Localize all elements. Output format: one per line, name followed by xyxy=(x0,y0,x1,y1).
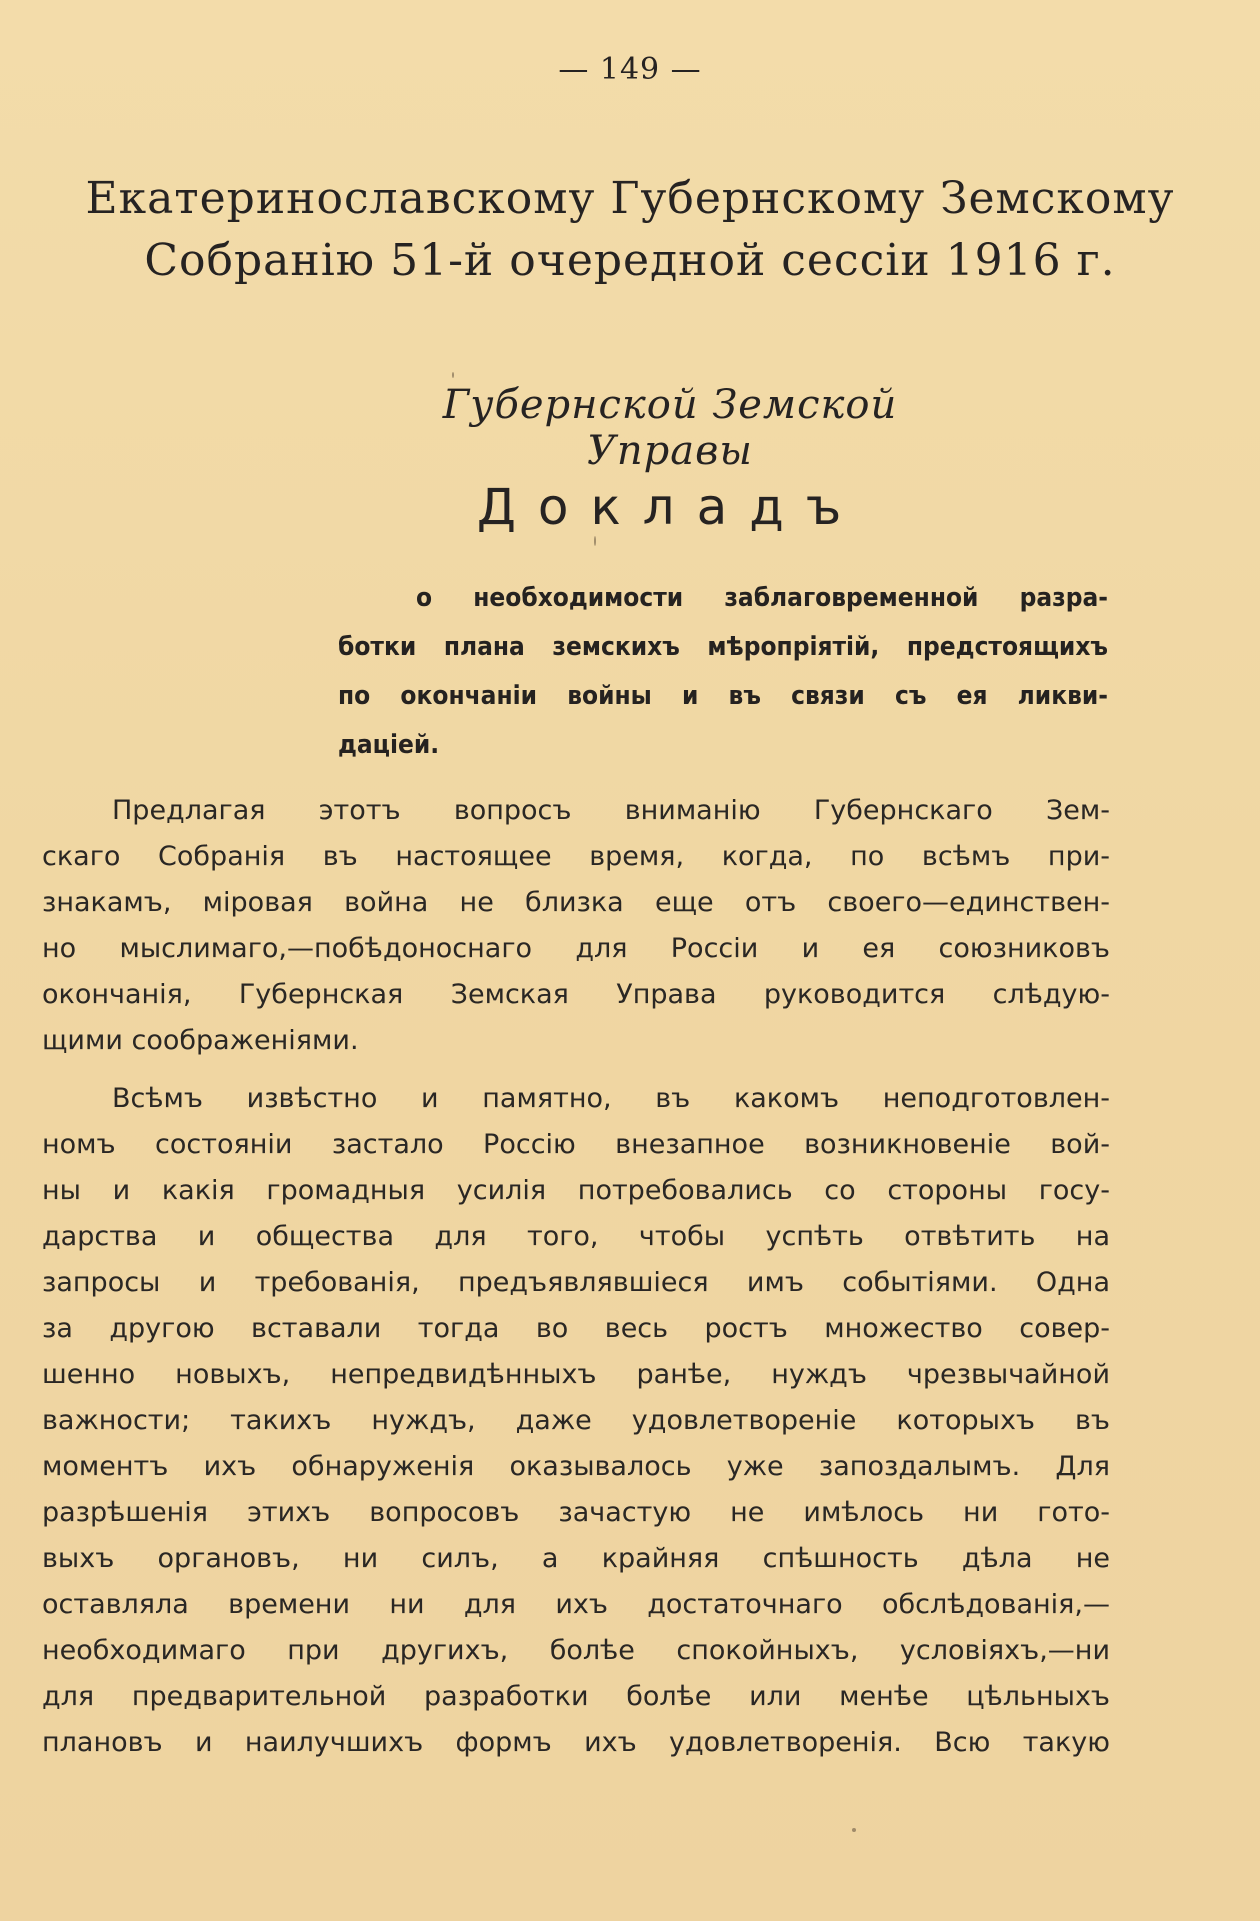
paper-speck xyxy=(594,536,596,546)
abstract-line: о необходимости заблаговременной разра- xyxy=(416,583,1108,613)
body-text xyxy=(42,788,1110,1778)
abstract-line: ботки плана земскихъ мѣропріятій, предстоящихъ xyxy=(338,632,1108,662)
text-line: плановъ и наилучшихъ формъ ихъ удовлетворенія. Всю такую xyxy=(42,1727,1110,1758)
paragraph-1 xyxy=(42,788,1110,1064)
text-line: скаго Собранія въ настоящее время, когда, по всѣмъ при- xyxy=(42,841,1110,872)
text-line: но мыслимаго,—побѣдоноснаго для Россіи и ея союзниковъ xyxy=(42,933,1110,964)
report-abstract xyxy=(338,574,1108,770)
title-line-2: Собранію 51-й очередной сессіи 1916 г. xyxy=(144,235,1116,286)
text-line: Всѣмъ извѣстно и памятно, въ какомъ неподготовлен- xyxy=(112,1083,1110,1114)
text-line: моментъ ихъ обнаруженія оказывалось уже запоздалымъ. Для xyxy=(42,1451,1110,1482)
text-line: выхъ органовъ, ни силъ, а крайняя спѣшность дѣла не xyxy=(42,1543,1110,1574)
text-line: необходимаго при другихъ, болѣе спокойныхъ, условіяхъ,—ни xyxy=(42,1635,1110,1666)
page-number: — 149 — xyxy=(558,52,702,87)
title-line-1: Екатеринославскому Губернскому Земскому xyxy=(85,173,1175,224)
document-title xyxy=(40,168,1220,292)
text-line: номъ состояніи застало Россію внезапное возникновеніе вой- xyxy=(42,1129,1110,1160)
text-line: Предлагая этотъ вопросъ вниманію Губернскаго Зем- xyxy=(112,795,1110,826)
text-line: разрѣшенія этихъ вопросовъ зачастую не имѣлось ни гото- xyxy=(42,1497,1110,1528)
paragraph-2 xyxy=(42,1076,1110,1766)
abstract-line: даціей. xyxy=(338,730,440,760)
document-subtitle: Губернской Земской Управы xyxy=(442,382,898,474)
text-line: запросы и требованія, предъявлявшіеся имъ событіями. Одна xyxy=(42,1267,1110,1298)
text-line: шенно новыхъ, непредвидѣнныхъ ранѣе, нуждъ чрезвычайной xyxy=(42,1359,1110,1390)
text-line: оставляла времени ни для ихъ достаточнаго обслѣдованія,— xyxy=(42,1589,1110,1620)
paper-speck xyxy=(852,1828,856,1832)
text-line: важности; такихъ нуждъ, даже удовлетвореніе которыхъ въ xyxy=(42,1405,1110,1436)
text-line: для предварительной разработки болѣе или менѣе цѣльныхъ xyxy=(42,1681,1110,1712)
text-line: знакамъ, міровая война не близка еще отъ своего—единствен- xyxy=(42,887,1110,918)
text-line: дарства и общества для того, чтобы успѣть отвѣтить на xyxy=(42,1221,1110,1252)
text-line: за другою вставали тогда во весь ростъ множество совер- xyxy=(42,1313,1110,1344)
paper-speck xyxy=(452,372,454,378)
text-line: щими соображеніями. xyxy=(42,1025,359,1056)
abstract-line: по окончаніи войны и въ связи съ ея ликви- xyxy=(338,681,1108,711)
text-line: ны и какія громадныя усилія потребовались со стороны госу- xyxy=(42,1175,1110,1206)
text-line: окончанія, Губернская Земская Управа руководится слѣдую- xyxy=(42,979,1110,1010)
report-heading: Докладъ xyxy=(476,478,864,536)
